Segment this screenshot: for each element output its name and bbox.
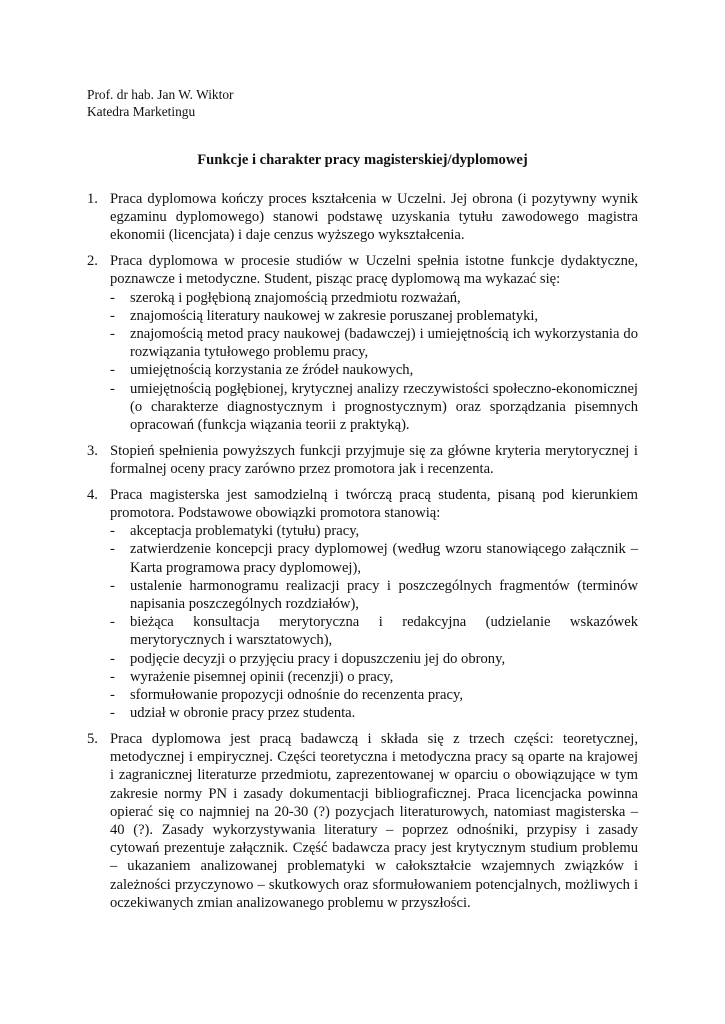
bullet-marker: - <box>110 650 115 667</box>
bullet-item <box>110 325 638 361</box>
bullet-text: umiejętnością pogłębionej, krytycznej analizy rzeczywistości społeczno-ekonomicznej (o charakterze diagnostycznym i prognostycznym) oraz sporządzania pisemnych opracowań (funkcja wiązania teorii z praktyką). <box>130 380 638 434</box>
bullet-marker: - <box>110 307 115 324</box>
bullet-text: bieżąca konsultacja merytoryczna i redakcyjna (udzielanie wskazówek merytorycznych i warsztatowych), <box>130 614 638 649</box>
bullet-marker: - <box>110 380 115 397</box>
bullet-marker: - <box>110 668 115 685</box>
bullet-text: umiejętnością korzystania ze źródeł naukowych, <box>130 362 414 379</box>
bullet-item <box>110 577 638 613</box>
bullet-marker: - <box>110 687 115 704</box>
bullet-marker: - <box>110 614 115 631</box>
list-item-number: 3. <box>87 442 98 459</box>
bullet-marker: - <box>110 326 115 343</box>
bullet-item <box>110 522 638 540</box>
bullet-text: znajomością metod pracy naukowej (badawczej) i umiejętnością ich wykorzystania do rozwiązania tytułowego problemu pracy, <box>130 326 638 361</box>
bullet-text: wyrażenie pisemnej opinii (recenzji) o pracy, <box>130 668 394 685</box>
list-item-text: Praca dyplomowa w procesie studiów w Uczelni spełnia istotne funkcje dydaktyczne, poznawcze i metodyczne. Student, pisząc pracę dyplomową ma wykazać się: <box>110 253 638 288</box>
document-title: Funkcje i charakter pracy magisterskiej/dyplomowej <box>197 152 528 168</box>
bullet-marker: - <box>110 523 115 540</box>
author-name: Prof. dr hab. Jan W. Wiktor <box>87 87 234 102</box>
bullet-marker: - <box>110 289 115 306</box>
bullet-text: udział w obronie pracy przez studenta. <box>130 705 356 722</box>
bullet-text: sformułowanie propozycji odnośnie do recenzenta pracy, <box>130 687 463 704</box>
list-item-number: 4. <box>87 486 98 503</box>
list-item <box>87 190 638 245</box>
bullet-item <box>110 540 638 576</box>
list-item <box>87 730 638 912</box>
bullet-item <box>110 289 638 307</box>
bullet-item <box>110 704 638 722</box>
bullet-item <box>110 307 638 325</box>
list-item-text: Praca dyplomowa kończy proces kształcenia w Uczelni. Jej obrona (i pozytywny wynik egzaminu dyplomowego) stanowi podstawę uzyskania tytułu zawodowego magistra ekonomii (licencjata) i daje cenzus wyższego wykształcenia. <box>110 191 638 244</box>
bullet-text: znajomością literatury naukowej w zakresie poruszanej problematyki, <box>130 307 539 324</box>
list-item <box>87 442 638 478</box>
bullet-marker: - <box>110 541 115 558</box>
bullet-list <box>110 522 638 722</box>
author-department: Katedra Marketingu <box>87 104 196 119</box>
bullet-item <box>110 668 638 686</box>
numbered-list <box>87 190 638 920</box>
list-item-number: 1. <box>87 191 98 207</box>
bullet-item <box>110 361 638 379</box>
list-item-text: Praca dyplomowa jest pracą badawczą i składa się z trzech części: teoretycznej, metodycznej i empirycznej. Części teoretyczna i metodyczna pracy są oparte na krajowej i zagranicznej literaturze przedmiotu, zaprezentowanej w oparciu o obowiązujące w tym zakresie normy PN i zasady dokumentacji bibliograficznej. Praca licencjacka powinna opierać się co najmniej na 20-30 (?) pozycjach literaturowych, natomiast magisterska – 40 (?). Zasady wykorzystywania literatury – poprzez odnośniki, przypisy i zasady cytowań prezentuje załącznik. Część badawcza pracy jest krytycznym studium problemu – ukazaniem analizowanej problematyki w całokształcie wzajemnych związków i zależności przyczynowo – skutkowych oraz sformułowaniem potencjalnych, możliwych i oczekiwanych zmian analizowanego problemu w przyszłości. <box>110 731 638 911</box>
list-item-text: Stopień spełnienia powyższych funkcji przyjmuje się za główne kryteria merytorycznej i formalnej oceny pracy zarówno przez promotora jak i recenzenta. <box>110 442 638 478</box>
bullet-text: szeroką i pogłębioną znajomością przedmiotu rozważań, <box>130 289 461 306</box>
bullet-marker: - <box>110 705 115 722</box>
bullet-item <box>110 380 638 435</box>
bullet-item <box>110 686 638 704</box>
bullet-text: podjęcie decyzji o przyjęciu pracy i dopuszczeniu jej do obrony, <box>130 650 506 667</box>
bullet-marker: - <box>110 577 115 594</box>
list-item-number: 2. <box>87 253 98 270</box>
list-item <box>87 252 638 434</box>
list-item <box>87 486 638 723</box>
bullet-text: akceptacja problematyki (tytułu) pracy, <box>130 523 360 540</box>
bullet-text: ustalenie harmonogramu realizacji pracy i poszczególnych fragmentów (terminów napisania poszczególnych rozdziałów), <box>130 577 638 613</box>
list-item-text: Praca magisterska jest samodzielną i twórczą pracą studenta, pisaną pod kierunkiem promotora. Podstawowe obowiązki promotora stanowią: <box>110 486 638 522</box>
bullet-text: zatwierdzenie koncepcji pracy dyplomowej (według wzoru stanowiącego załącznik – Karta programowa pracy dyplomowej), <box>130 541 638 576</box>
bullet-marker: - <box>110 362 115 379</box>
list-item-number: 5. <box>87 731 98 748</box>
bullet-item <box>110 613 638 649</box>
bullet-item <box>110 650 638 668</box>
bullet-list <box>110 289 638 435</box>
author-block <box>87 86 234 120</box>
